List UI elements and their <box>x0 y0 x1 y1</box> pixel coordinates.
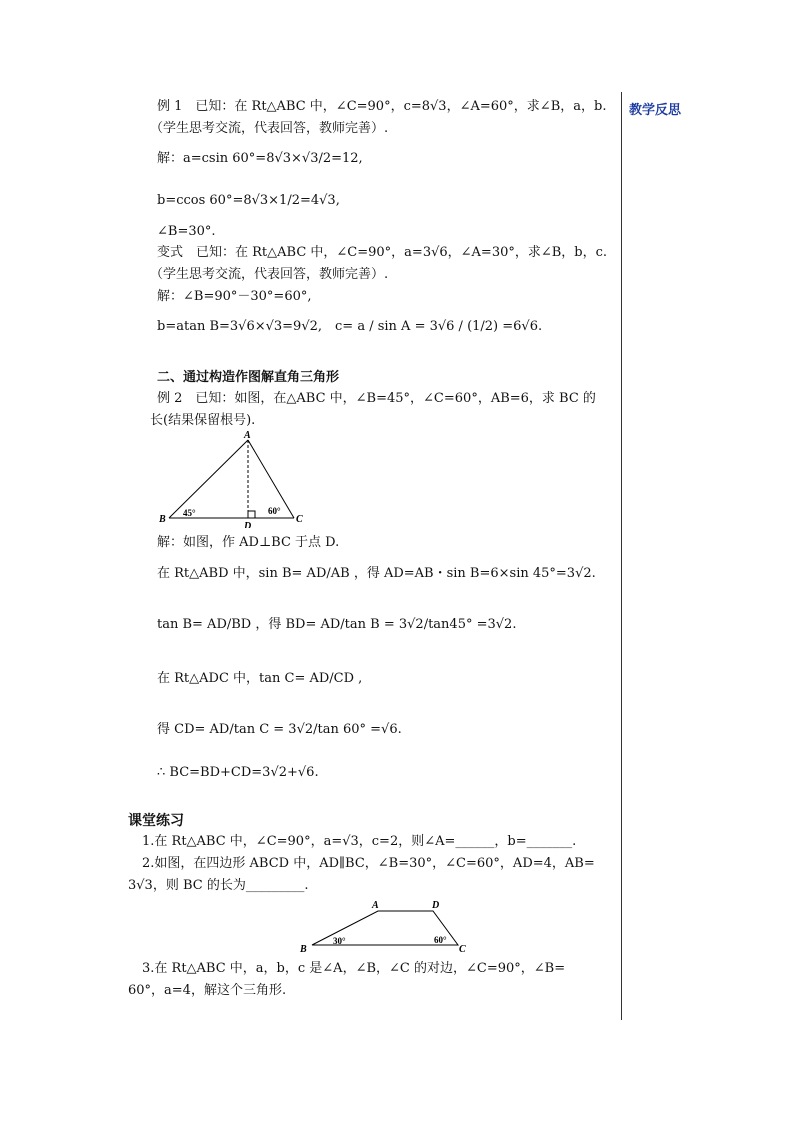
trapezoid-figure <box>298 896 472 956</box>
example2-line1: 例 2 已知：如图，在△ABC 中，∠B=45°，∠C=60°，AB=6，求 BC 的 <box>157 391 596 406</box>
sidebar-title: 教学反思 <box>629 103 682 118</box>
label-d: D <box>432 900 440 911</box>
label-b: B <box>300 944 307 955</box>
practice-question-3-line2: 60°，a=4，解这个三角形. <box>128 983 287 998</box>
variant-line1: 变式 已知：在 Rt△ABC 中，∠C=90°，a=3√6，∠A=30°，求∠B，b，c. <box>157 245 608 260</box>
label-a: A <box>244 430 251 441</box>
example2-solution-3: tan B= AD/BD ，得 BD= AD/tan B = 3√2/tan45° =3√2. <box>157 617 517 632</box>
triangle-figure <box>155 428 315 528</box>
label-d: D <box>244 521 252 528</box>
angle-b-label: 45° <box>183 508 196 518</box>
example2-line2: 长(结果保留根号). <box>150 413 256 428</box>
label-c: C <box>459 944 466 955</box>
variant-solution-1: 解：∠B=90°－30°=60°, <box>157 289 312 304</box>
angle-b-label: 30° <box>333 936 346 946</box>
example2-solution-2: 在 Rt△ABD 中，sin B= AD/AB ，得 AD=AB・sin B=6×sin 45°=3√2. <box>157 566 596 581</box>
section2-heading: 二、通过构造作图解直角三角形 <box>157 370 340 385</box>
right-angle-mark <box>248 511 255 518</box>
practice-question-1: 1.在 Rt△ABC 中，∠C=90°，a=√3，c=2，则∠A=______，b=_______. <box>142 834 577 849</box>
angle-c-label: 60° <box>434 935 447 945</box>
example2-solution-1: 解：如图，作 AD⊥BC 于点 D. <box>157 535 340 550</box>
example1-solution-3: ∠B=30°. <box>157 224 216 239</box>
example2-solution-4: 在 Rt△ADC 中，tan C= AD/CD , <box>157 671 363 686</box>
label-b: B <box>159 514 166 525</box>
angle-c-label: 60° <box>268 506 281 516</box>
practice-question-2-line2: 3√3，则 BC 的长为_________. <box>128 878 309 893</box>
example1-solution-1: 解：a=csin 60°=8√3×√3/2=12, <box>157 151 363 166</box>
example2-solution-6: ∴ BC=BD+CD=3√2+√6. <box>157 765 319 780</box>
example1-solution-2: b=ccos 60°=8√3×1/2=4√3, <box>157 193 340 208</box>
variant-solution-2: b=atan B=3√6×√3=9√2, c= a / sin A = 3√6 / (1/2) =6√6. <box>157 319 543 334</box>
example1-line1: 例 1 已知：在 Rt△ABC 中，∠C=90°，c=8√3，∠A=60°，求∠B，a，b. <box>157 99 607 114</box>
side-ab <box>169 440 248 518</box>
margin-divider <box>621 92 622 1020</box>
practice-question-2-line1: 2.如图，在四边形 ABCD 中，AD∥BC，∠B=30°，∠C=60°，AD=4，AB= <box>142 856 595 871</box>
label-a: A <box>372 900 379 911</box>
practice-heading: 课堂练习 <box>128 813 184 829</box>
variant-line2: （学生思考交流，代表回答，教师完善）. <box>150 267 389 282</box>
example2-solution-5: 得 CD= AD/tan C = 3√2/tan 60° =√6. <box>157 722 402 737</box>
example1-line2: （学生思考交流，代表回答，教师完善）. <box>150 121 389 136</box>
label-c: C <box>296 514 303 525</box>
practice-question-3-line1: 3.在 Rt△ABC 中，a，b，c 是∠A，∠B，∠C 的对边，∠C=90°，∠B= <box>142 961 566 976</box>
